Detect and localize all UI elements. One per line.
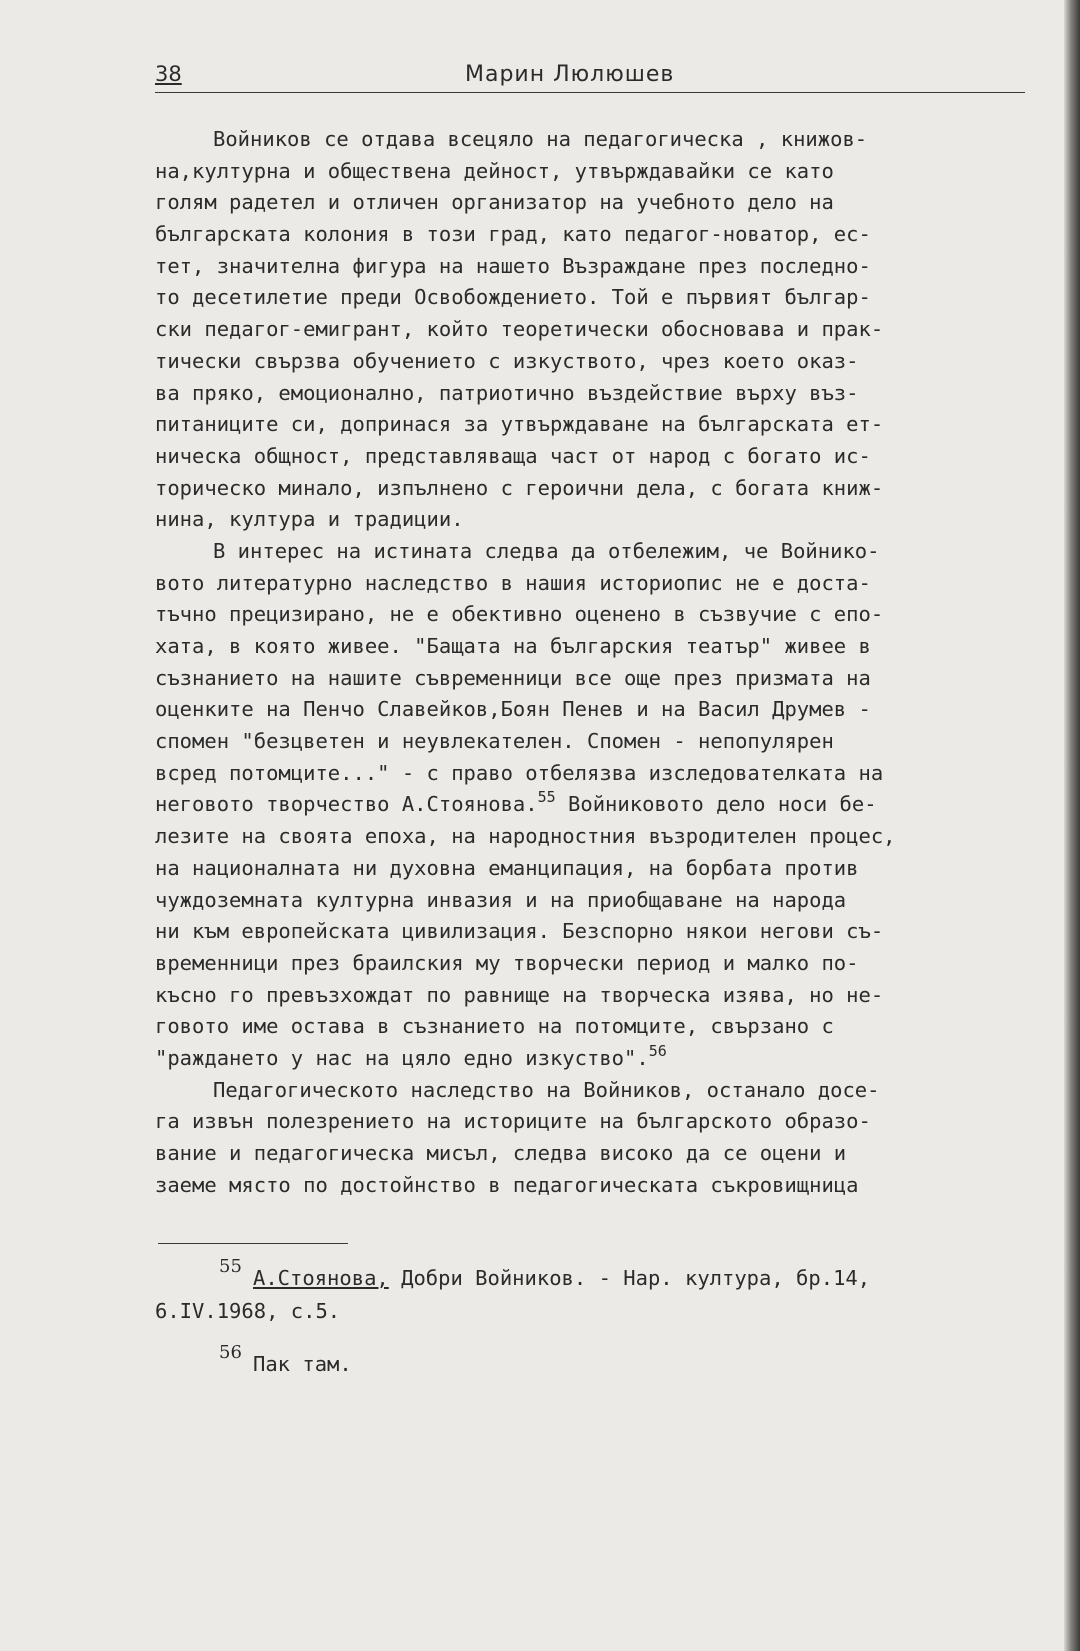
footnote-line (155, 1250, 1035, 1295)
footnote-mark: 56 (219, 1342, 242, 1363)
text-line: тъчно прецизирано, не е обективно оценено в съзвучие с епо- (155, 602, 884, 627)
text-line: чуждоземната културна инвазия и на приобщаване на народа (155, 887, 847, 912)
text-line: заеме място по достойнство в педагогическата съкровищница (155, 1172, 859, 1197)
text-line: лезите на своята епоха, на народностния възродителен процес, (155, 824, 896, 849)
footnote-continuation: 6.IV.1968, с.5. (155, 1299, 341, 1323)
text-line: вание и педагогическа мисъл, следва високо да се оцени и (155, 1141, 847, 1165)
footnote-55 (155, 1250, 1035, 1328)
footnote-text: Добри Войников. - Нар. култура, бр.14, (388, 1266, 871, 1290)
text-line: съзнанието на нашите съвременници все още през призмата на (155, 665, 871, 690)
text-line: Войников се отдава всецяло на педагогическа , книжов- (213, 127, 868, 151)
text-line: Педагогическото наследство на Войников, останало досе- (213, 1077, 880, 1102)
text-line: говото име остава в съзнанието на потомците, свързано с (155, 1014, 834, 1039)
text-line: оценките на Пенчо Славейков,Боян Пенев и на Васил Друмев - (155, 697, 871, 722)
footnote-ref-56[interactable]: 56 (648, 1041, 667, 1060)
text-line: тически свързва обучението с изкуството, чрез което оказ- (155, 348, 859, 373)
text-line: всред потомците..." - с право отбелязва изследователката на (155, 760, 884, 785)
text-line: нина, култура и традиции. (155, 507, 464, 532)
text-line: питаниците си, допринася за утвърждаване на българската ет- (155, 412, 884, 437)
footnote-separator (158, 1243, 348, 1244)
text-line: спомен "безцветен и неувлекателен. Спомен - непопулярен (155, 729, 834, 754)
text-line: В интерес на истината следва да отбележим, че Войнико- (213, 538, 880, 563)
text-line: ни към европейската цивилизация. Безспорно някои негови съ- (155, 919, 884, 944)
text-line: га извън полезрението на историците на българското образо- (155, 1109, 871, 1134)
text-line (155, 789, 1035, 821)
footnote-author: А.Стоянова, (253, 1266, 389, 1290)
footnote-text: Пак там. (253, 1352, 352, 1376)
text-line: българската колония в този град, като педагог-новатор, ес- (155, 222, 871, 247)
text-line: то десетилетие преди Освобождението. Той е първият българ- (155, 285, 871, 310)
text-line: на,културна и обществена дейност, утвърждавайки се като (155, 158, 834, 183)
page-number: 38 (155, 62, 182, 86)
body-text (155, 124, 1035, 1201)
footnote-56 (155, 1336, 1035, 1381)
text-line: хата, в която живее. "Бащата на българския театър" живее в (155, 634, 871, 658)
text-line: торическо минало, изпълнено с героични дела, с богата книж- (155, 475, 884, 500)
text-line: късно го превъзхождат по равнище на творческа изява, но не- (155, 982, 884, 1007)
text-line: ски педагог-емигрант, който теоретически обосновава и прак- (155, 317, 884, 342)
text-line: ническа общност, представляваща част от народ с богато ис- (155, 443, 871, 468)
page-header (155, 58, 1025, 93)
text-line: голям радетел и отличен организатор на учебното дело на (155, 190, 834, 215)
footnote-mark: 55 (219, 1256, 242, 1277)
text-segment: "раждането у нас на цяло едно изкуство". (155, 1045, 649, 1070)
text-line: ва пряко, емоционално, патриотично въздействие върху въз- (155, 380, 859, 405)
text-segment: Войниковото дело носи бе- (555, 792, 877, 817)
text-line (155, 1043, 1035, 1075)
text-line: вото литературно наследство в нашия историопис не е доста- (155, 570, 871, 595)
page-edge-shadow (1064, 0, 1080, 1651)
footnote-ref-55[interactable]: 55 (537, 788, 556, 807)
running-title: Марин Люлюшев (465, 62, 675, 87)
text-line: тет, значителна фигура на нашето Възраждане през последно- (155, 253, 871, 278)
text-line: на националната ни духовна еманципация, на борбата против (155, 855, 859, 880)
text-line: временници през браилския му творчески период и малко по- (155, 950, 859, 975)
text-segment: неговото творчество А.Стоянова. (155, 792, 538, 817)
